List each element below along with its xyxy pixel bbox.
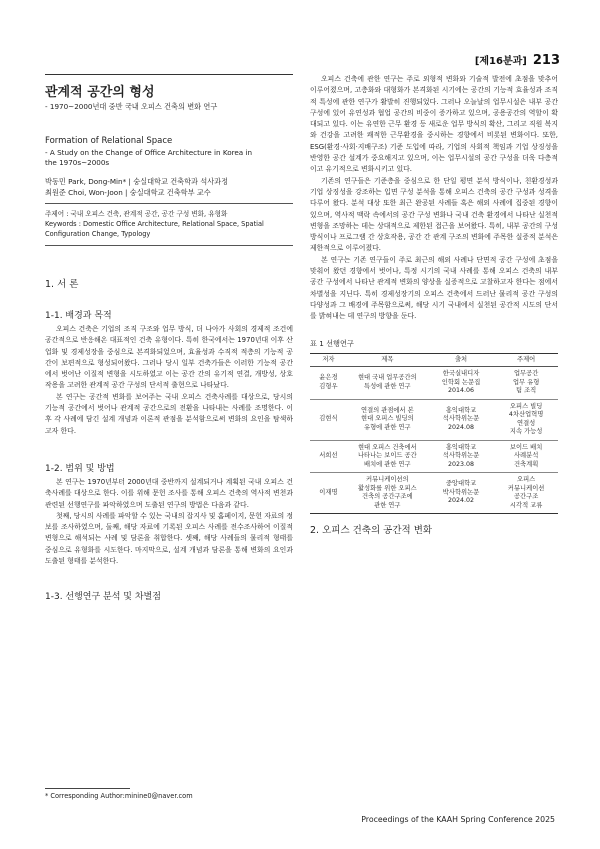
table-row bbox=[310, 473, 558, 514]
title-rule bbox=[45, 74, 293, 75]
table-cell: 윤은경 김형우 bbox=[310, 367, 347, 400]
table-cell: 커뮤니케이션의 활성화를 위한 오피스 건축의 공간구조에 관한 연구 bbox=[347, 473, 428, 514]
right-column bbox=[310, 74, 558, 536]
table-cell: 업무공간 업무 유형 팀 조직 bbox=[494, 367, 558, 400]
table-cell: 현대 오피스 건축에서 나타나는 보이드 공간 배치에 관한 연구 bbox=[347, 440, 428, 473]
section-1-1-heading: 1-1. 배경과 목적 bbox=[45, 311, 112, 321]
left-column bbox=[45, 74, 293, 605]
section-2-heading: 2. 오피스 건축의 공간적 변화 bbox=[310, 525, 433, 537]
author-2: 최원준 Choi, Won-Joon | 숭실대학교 건축학부 교수 bbox=[45, 188, 211, 197]
paragraph: 오피스 건축에 관한 연구는 주로 외형적 변화와 기술적 발전에 초점을 맞추어 이루어졌으며, 고층화와 대형화가 본격화된 시기에는 공간의 기능적 효율성과 조직적 특성에 관한 연구가 활발히 진행되었다. 그러나 오늘날의 업무시설은 내부 공간 구성에 있어 유연성과 협업 공간의 비중이 증가하고 있으며, 공용공간의 역할이 확대되고 있다. 이는 유연한 근무 환경 등 새로운 업무 방식의 확산, 그리고 직원 복지와 건강을 고려한 쾌적한 근무환경을 중시하는 경향에서 비롯된 변화이다. 또한, ESG(환경·사회·지배구조) 기준 도입에 따라, 기업의 사회적 책임과 기업 상징성을 반영한 공간 설계가 중요해지고 있으며, 이는 업무시설의 공간 구성을 더욱 다층적이고 유기적으로 변화시키고 있다. bbox=[310, 75, 558, 174]
keywords-english-line2: Configuration Change, Typology bbox=[45, 230, 151, 238]
subtitle-korean: - 1970~2000년대 중반 국내 오피스 건축의 변화 연구 bbox=[45, 102, 218, 111]
table-header-cell: 저자 bbox=[310, 353, 347, 367]
table-cell: 홍익대학교 석사학위논문 2023.08 bbox=[428, 440, 494, 473]
authors bbox=[45, 176, 293, 198]
table-header-cell: 제목 bbox=[347, 353, 428, 367]
table-cell: 오피스 빌딩 4차산업혁명 연결성 지속 가능성 bbox=[494, 399, 558, 440]
table-header-cell: 주제어 bbox=[494, 353, 558, 367]
title-korean: 관계적 공간의 형성 bbox=[45, 85, 155, 100]
page-number: 213 bbox=[532, 53, 560, 68]
keywords-english-line1: Keywords : Domestic Office Architecture, Relational Space, Spatial bbox=[45, 220, 264, 228]
paragraph: 본 연구는 기존 연구들이 주로 최근의 해외 사례나 단면적 공간 구성에 초점을 맞춰어 왔던 경향에서 벗어나, 특정 시기의 국내 사례를 통해 오피스 건축의 내부 공간 구성에서 나타난 관계적 변화의 양상을 실증적으로 고찰하고자 한다는 점에서 차별성을 지닌다. 특히 경제성장기의 오피스 건축에서 드러난 물리적 공간 구성의 다양성과 그 배경에 주목함으로써, 해당 시기 국내에서 실천된 공간적 시도의 단서를 밝혀내는 데 연구의 방향을 둔다. bbox=[310, 255, 558, 321]
table-cell: 중앙대학교 박사학위논문 2024.02 bbox=[428, 473, 494, 514]
session-tag: [제16분과] bbox=[474, 56, 527, 67]
table-cell: 연결의 관점에서 본 현대 오피스 빌딩의 유형에 관한 연구 bbox=[347, 399, 428, 440]
table-cell: 한국실내디자 인학회 논문집 2014.06 bbox=[428, 367, 494, 400]
page-header bbox=[475, 52, 560, 68]
footnote: * Corresponding Author:minine0@naver.com bbox=[45, 792, 193, 800]
table-cell: 현대 국내 업무공간의 특성에 관한 연구 bbox=[347, 367, 428, 400]
section-1-2-heading: 1-2. 범위 및 방법 bbox=[45, 463, 115, 474]
keywords-box bbox=[45, 203, 293, 246]
table-row bbox=[310, 440, 558, 473]
table-cell: 보이드 배치 사례분석 건축계획 bbox=[494, 440, 558, 473]
table-header-row bbox=[310, 353, 558, 367]
paragraph: 본 연구는 1970년부터 2000년대 중반까지 설계되거나 계획된 국내 오피스 건축사례를 대상으로 한다. 이를 위해 문헌 조사를 통해 오피스 건축의 역사적 변천과 관련된 선행연구를 파악하였으며 도출된 연구의 방법은 다음과 같다. bbox=[45, 477, 293, 509]
paragraph: 오피스 건축은 기업의 조직 구조와 업무 방식, 더 나아가 사회의 경제적 조건에 공간적으로 반응해온 대표적인 건축 유형이다. 특히 한국에서는 1970년대 이후 산업화 및 경제성장을 중심으로 본격화되었으며, 효율성과 수직적 적층의 기능적 공간이 보편적으로 형성되어왔다. 그러나 당시 일부 건축가들은 이러한 기능적 공간에서 벗어난 이질적 변형을 시도하였고 이는 공간 간의 유기적 연결, 개방성, 상호작용을 고려한 관계적 공간 구성의 단서적 출현으로 나타났다. bbox=[45, 325, 293, 390]
paragraph: 본 연구는 공간적 변화를 보여주는 국내 오피스 건축사례를 대상으로, 당시의 기능적 공간에서 벗어나 관계적 공간으로의 전환을 나타내는 사례를 조명한다. 이후 각 사례에 담긴 설계 개념과 이론적 관점을 분석함으로써 변화의 요인을 탐색하고자 한다. bbox=[45, 392, 293, 435]
table-cell: 오피스 커뮤니케이션 공간구조 시각적 교류 bbox=[494, 473, 558, 514]
section-1-heading: 1. 서 론 bbox=[45, 279, 79, 290]
table-header-cell: 출처 bbox=[428, 353, 494, 367]
prior-research-table bbox=[310, 353, 558, 515]
table-row bbox=[310, 367, 558, 400]
paragraph: 첫째, 당시의 사례를 파악할 수 있는 국내의 잡지사 및 홈페이지, 문헌 자료의 정보를 조사하였으며, 둘째, 해당 자료에 기록된 오피스 사례를 전수조사하여 이질적 변형으로 해석되는 사례 및 담론을 취합한다. 셋째, 해당 사례들의 물리적 형태를 중심으로 유형화를 시도한다. 마지막으로, 설계 개념과 담론을 통해 변화의 요인과 도출된 형태를 분석한다. bbox=[45, 511, 294, 566]
subtitle-english-line2: the 1970s~2000s bbox=[45, 158, 110, 167]
table-cell: 서희선 bbox=[310, 440, 347, 473]
section-1-3-heading: 1-3. 선행연구 분석 및 차별점 bbox=[45, 592, 161, 603]
subtitle-english-line1: - A Study on the Change of Office Architecture in Korea in bbox=[45, 148, 253, 157]
table-cell: 이재명 bbox=[310, 473, 347, 514]
table-cell: 홍익대학교 석사학위논문 2024.08 bbox=[428, 399, 494, 440]
title-english: Formation of Relational Space bbox=[45, 136, 173, 146]
footnote-rule bbox=[45, 788, 130, 789]
footer: Proceedings of the KAAH Spring Conference 2025 bbox=[361, 815, 555, 824]
author-1: 박동민 Park, Dong-Min* | 숭실대학교 건축학과 석사과정 bbox=[45, 177, 229, 186]
table-cell: 김현식 bbox=[310, 399, 347, 440]
subtitle-english bbox=[45, 148, 293, 168]
table-row bbox=[310, 399, 558, 440]
paragraph: 기존의 연구들은 기준층을 중심으로 한 단일 평면 분석 방식이나, 친환경성과 기업 상징성을 강조하는 입면 구성 분석을 통해 오피스 건축의 공간 구성과 성격을 다루어 왔다. 분석 대상 또한 최근 완공된 사례들 혹은 해외 사례에 집중된 경향이 있으며, 역사적 맥락 속에서의 공간 구성 변화나 국내 건축 환경에서 나타난 실천적 변형을 조망하는 데는 상대적으로 제한된 접근을 보여왔다. 특히, 내부 공간의 구성 방식이나 프로그램 간 상호작용, 공간 간 관계 구조의 변화에 주목한 실증적 분석은 제한적으로 이루어졌다. bbox=[310, 176, 558, 253]
table-title: 표 1 선행연구 bbox=[310, 338, 354, 348]
keywords-korean: 주제어 : 국내 오피스 건축, 관계적 공간, 공간 구성 변화, 유형화 bbox=[45, 210, 228, 218]
